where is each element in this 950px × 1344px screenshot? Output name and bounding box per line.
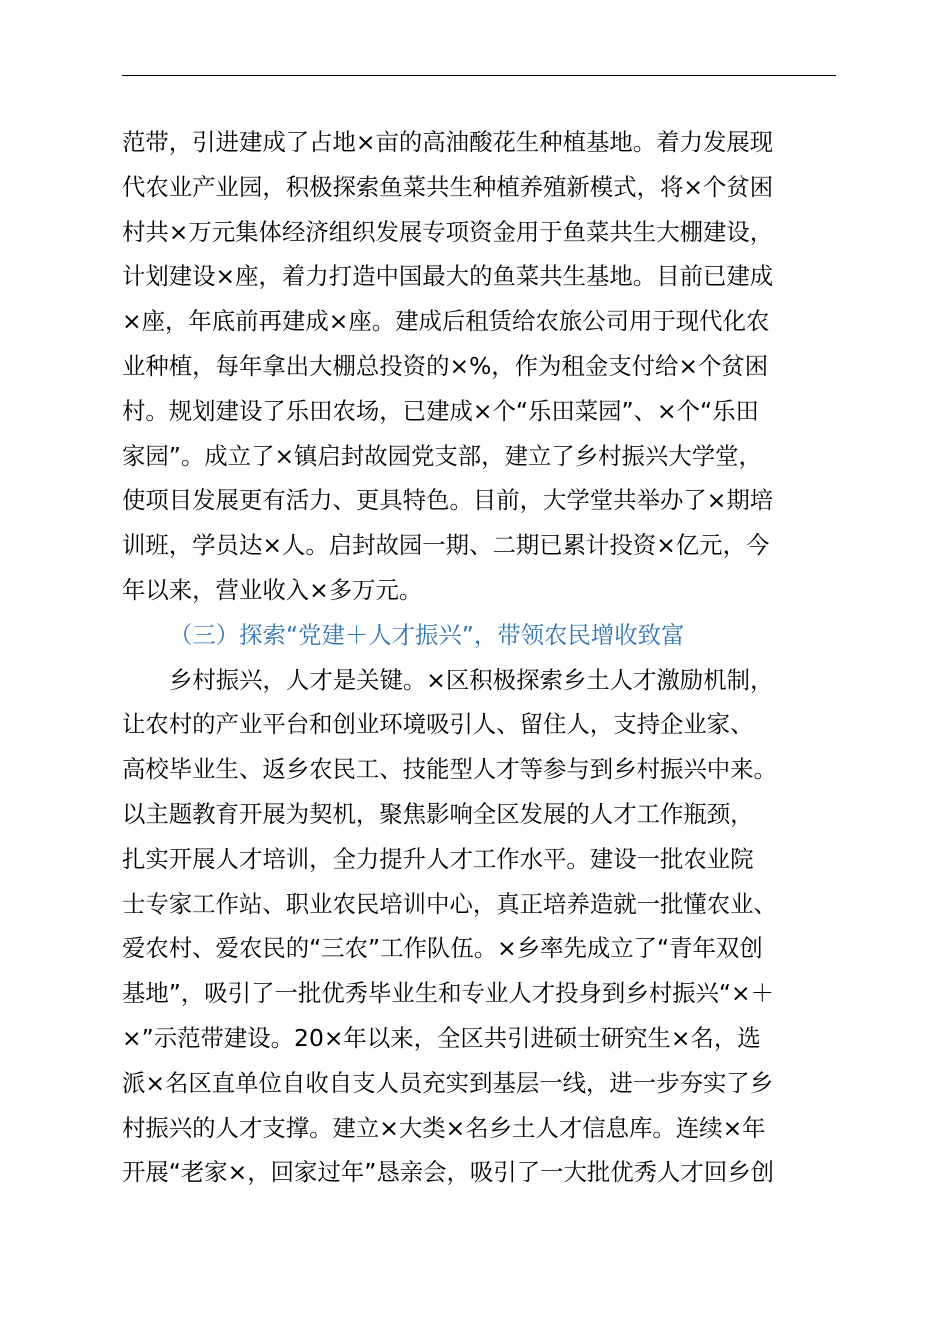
paragraph-first-line: 乡村振兴，人才是关键。×区积极探索乡土人才激励机制， [169,665,774,694]
body-line: 基地”，吸引了一批优秀毕业生和专业人才投身到乡村振兴“×＋ [122,979,774,1008]
section-heading: （三）探索“党建＋人才振兴”，带领农民增收致富 [169,620,685,649]
body-line: 让农村的产业平台和创业环境吸引人、留住人，支持企业家、 [122,710,754,739]
header-rule [122,75,836,76]
body-line: 扎实开展人才培训，全力提升人才工作水平。建设一批农业院 [122,844,754,873]
body-line: 家园”。成立了×镇启封故园党支部，建立了乡村振兴大学堂， [122,441,762,470]
body-line: 村共×万元集体经济组织发展专项资金用于鱼菜共生大棚建设， [122,217,774,246]
body-line: 开展“老家×，回家过年”恳亲会，吸引了一大批优秀人才回乡创 [122,1158,774,1187]
body-line: 爱农村、爱农民的“三农”工作队伍。×乡率先成立了“青年双创 [122,934,763,963]
body-line: 以主题教育开展为契机，聚焦影响全区发展的人才工作瓶颈， [122,799,754,828]
body-line: 范带，引进建成了占地×亩的高油酸花生种植基地。着力发展现 [122,128,774,156]
body-line: 派×名区直单位自收自支人员充实到基层一线，进一步夯实了乡 [122,1068,774,1097]
body-line: 代农业产业园，积极探索鱼菜共生种植养殖新模式，将×个贫困 [122,172,774,201]
body-line: 村。规划建设了乐田农场，已建成×个“乐田菜园”、×个“乐田 [122,396,759,425]
body-line: 业种植，每年拿出大棚总投资的×%，作为租金支付给×个贫困 [122,351,769,380]
body-line: 训班，学员达×人。启封故园一期、二期已累计投资×亿元，今 [122,531,770,560]
body-line: 年以来，营业收入×多万元。 [122,575,423,604]
body-line: ×”示范带建设。20×年以来，全区共引进硕士研究生×名，选 [122,1023,761,1052]
body-line: 高校毕业生、返乡农民工、技能型人才等参与到乡村振兴中来。 [122,755,777,784]
document-body [122,120,838,1195]
body-line: 村振兴的人才支撑。建立×大类×名乡土人才信息库。连续×年 [122,1113,766,1142]
body-line: ×座，年底前再建成×座。建成后租赁给农旅公司用于现代化农 [122,307,770,336]
body-line: 士专家工作站、职业农民培训中心，真正培养造就一批懂农业、 [122,889,777,918]
body-line: 使项目发展更有活力、更具特色。目前，大学堂共举办了×期培 [122,486,774,515]
body-line: 计划建设×座，着力打造中国最大的鱼菜共生基地。目前已建成 [122,262,774,291]
